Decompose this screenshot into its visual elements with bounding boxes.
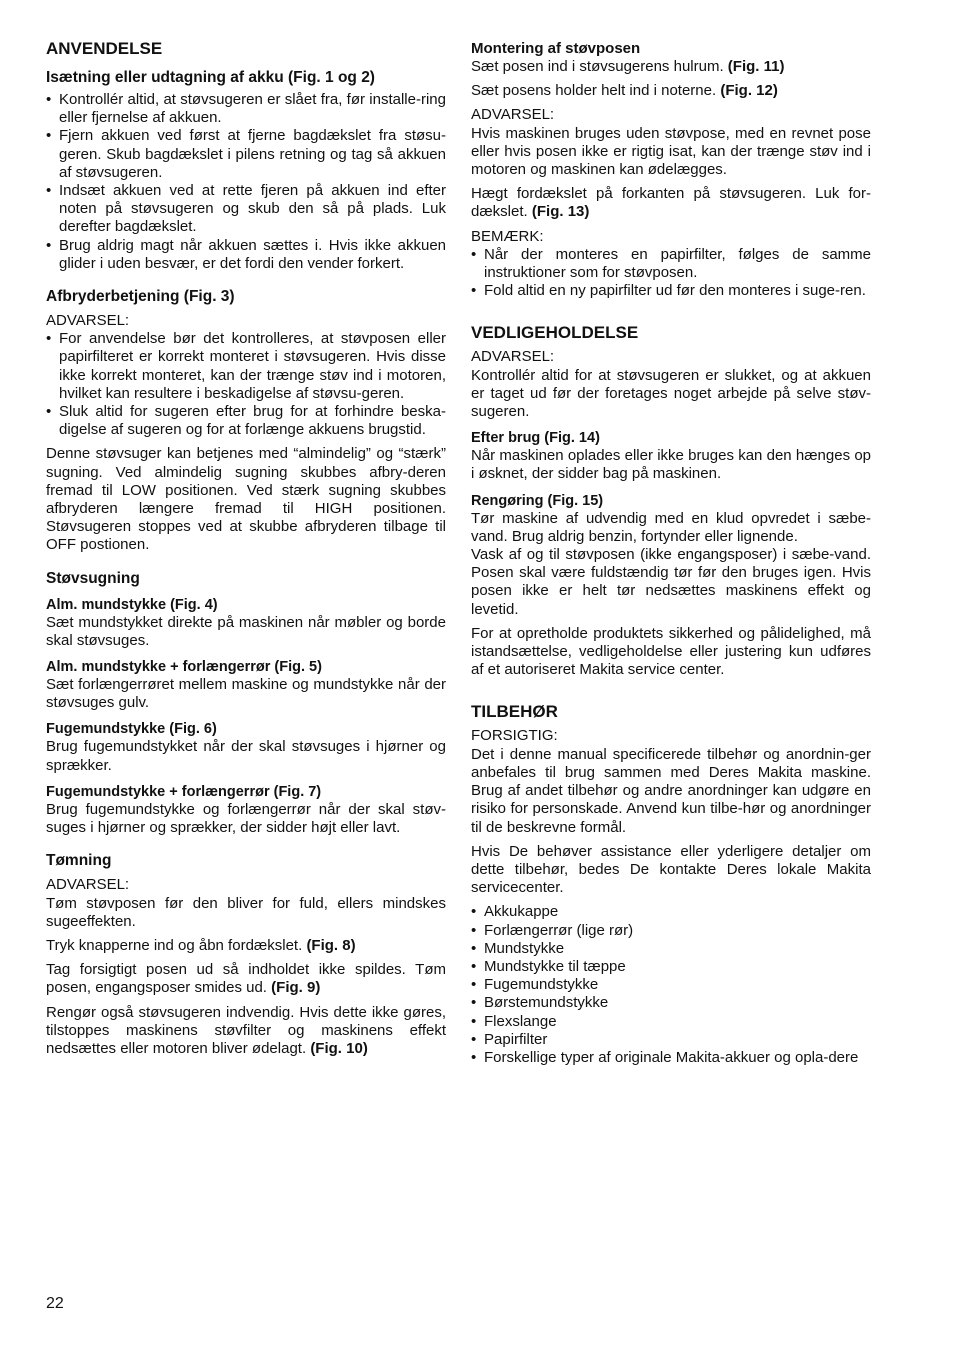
assist-text: Hvis De behøver assistance eller yderligere detaljer om dette tilbehør, bedes De kontakte Deres lokale Makita servicecenter. (471, 842, 871, 897)
efter-brug-text: Når maskinen oplades eller ikke bruges kan den hænges op i øsknet, der sidder bag på maskinen. (471, 447, 871, 483)
list-item: • Flexslange (471, 1013, 871, 1031)
note-bullets (471, 246, 871, 301)
rengoring-text-3: For at opretholde produktets sikkerhed og pålidelighed, må istandsættelse, vedligeholdelse eller justering kun udføres af et autoriseret Makita service center. (471, 624, 871, 679)
list-item: • Papirfilter (471, 1031, 871, 1049)
vedligeholdelse-warning-text: Kontrollér altid for at støvsugeren er slukket, og at akkuen er taget ud før der foretages noget arbejde på selve støv-sugeren. (471, 366, 871, 421)
akku-bullets (46, 91, 446, 273)
afbryder-paragraph: Denne støvsuger kan betjenes med “almindelig” og “stærk” sugning. Ved almindelig sugning skubbes afbry-deren fremad til LOW positionen. Ved stærk sugning skubbes afbryderen længere fremad til HIGH positionen. Støvsugeren stoppes ved at skubbe afbryderen tilbage til OFF postionen. (46, 445, 446, 554)
heading-alm-mundstykke: Alm. mundstykke (Fig. 4) (46, 596, 218, 613)
caution-label: FORSIGTIG: (471, 727, 558, 745)
heading-afbryder: Afbryderbetjening (Fig. 3) (46, 288, 235, 306)
list-item: • Fugemundstykke (471, 976, 871, 994)
heading-efter-brug: Efter brug (Fig. 14) (471, 430, 600, 447)
afbryder-bullets (46, 330, 446, 439)
right-column (471, 38, 871, 1073)
list-item: • Forskellige typer af originale Makita-akkuer og opla-dere (471, 1049, 871, 1067)
tomning-p3: Rengør også støvsugeren indvendig. Hvis dette ikke gøres, tilstoppes maskinens støvfilter og maskinens effekt nedsættes eller motoren bliver ødelagt. (Fig. 10) (46, 1003, 446, 1057)
list-item: • Akkukappe (471, 903, 871, 921)
tomning-p2: Tag forsigtigt posen ud så indholdet ikke spildes. Tøm posen, engangsposer smides ud. (Fig. 9) (46, 961, 446, 997)
montering-p1: Sæt posen ind i støvsugerens hulrum. (Fig. 11) (471, 58, 785, 75)
heading-rengoring: Rengøring (Fig. 15) (471, 492, 604, 509)
heading-akku: Isætning eller udtagning af akku (Fig. 1 og 2) (46, 69, 375, 86)
tomning-p1: Tryk knapperne ind og åbn fordækslet. (Fig. 8) (46, 936, 356, 954)
list-item: • Mundstykke til tæppe (471, 958, 871, 976)
list-item: • Indsæt akkuen ved at rette fjeren på akkuen ind efter noten på støvsugeren og skub den så på plads. Luk derefter bagdækslet. (46, 182, 446, 237)
montering-p2: Sæt posens holder helt ind i noterne. (Fig. 12) (471, 82, 778, 100)
list-item: • Kontrollér altid, at støvsugeren er slået fra, før installe-ring eller fjernelse af akkuen. (46, 91, 446, 127)
text-fuge-forlaenger: Brug fugemundstykke og forlængerrør når der skal støv-suges i hjørner og sprækker, der sidder højt eller lavt. (46, 800, 446, 837)
montering-p3: Hægt fordækslet på forkanten på støvsugeren. Luk for-dækslet. (Fig. 13) (471, 185, 871, 221)
heading-fugemundstykke: Fugemundstykke (Fig. 6) (46, 721, 217, 738)
heading-montering: Montering af støvposen (471, 40, 641, 57)
accessory-list (471, 903, 871, 1067)
warning-label: ADVARSEL: (46, 312, 130, 330)
tomning-warning-text: Tøm støvposen før den bliver for fuld, ellers mindskes sugeeffekten. (46, 894, 446, 930)
heading-alm-forlaenger: Alm. mundstykke + forlængerrør (Fig. 5) (46, 659, 322, 676)
caution-text: Det i denne manual specificerede tilbehør og anordnin-ger anbefales til brug sammen med Deres Makita maskine. Brug af andet tilbehør og andre anordninger kan udgøre en risiko for personskade. Anvend kun tilbe-hør og anordninger til de beskrevne formål. (471, 745, 871, 836)
section-title-tilbehor: TILBEHØR (471, 702, 558, 722)
list-item: • Mundstykke (471, 940, 871, 958)
text-fugemundstykke: Brug fugemundstykket når der skal støvsuges i hjørner og sprækker. (46, 738, 446, 774)
list-item: • Børstemundstykke (471, 994, 871, 1012)
list-item: • Fold altid en ny papirfilter ud før den monteres i suge-ren. (471, 282, 871, 300)
warning-label: ADVARSEL: (471, 348, 555, 366)
list-item: • For anvendelse bør det kontrolleres, at støvposen eller papirfilteret er korrekt monteret i støvsugeren. Hvis disse ikke korrekt monteret, kan der trænge støv ind i motoren, hvilket kan resultere i beskadigelse af støvsu-geren. (46, 330, 446, 403)
note-label: BEMÆRK: (471, 227, 544, 245)
text-alm-mundstykke: Sæt mundstykket direkte på maskinen når møbler og borde skal støvsuges. (46, 613, 446, 649)
rengoring-text-1: Tør maskine af udvendig med en klud opvredet i sæbe-vand. Brug aldrig benzin, fortynder eller lignende. (471, 509, 871, 545)
text-alm-forlaenger: Sæt forlængerrøret mellem maskine og mundstykke når der støvsuges gulv. (46, 676, 446, 712)
list-item: • Brug aldrig magt når akkuen sættes i. Hvis ikke akkuen glider i uden besvær, er det fordi den vender forkert. (46, 237, 446, 273)
list-item: • Når der monteres en papirfilter, følges de samme instruktioner som for støvposen. (471, 246, 871, 282)
left-column (46, 38, 446, 1064)
montering-warning-text: Hvis maskinen bruges uden støvpose, med en revnet pose eller hvis posen ikke er rigtig isat, kan der trænge støv ind i motoren og maskinen kan ødelægges. (471, 124, 871, 179)
heading-stovsugning: Støvsugning (46, 569, 140, 587)
warning-label: ADVARSEL: (471, 106, 555, 124)
heading-tomning: Tømning (46, 852, 112, 870)
list-item: • Fjern akkuen ved først at fjerne bagdækslet fra støsu-geren. Skub bagdækslet i pilens retning og tag så akkuen af støvsugeren. (46, 127, 446, 182)
page-number: 22 (46, 1295, 64, 1312)
rengoring-text-2: Vask af og til støvposen (ikke engangsposer) i sæbe-vand. Posen skal være fuldstændig tør før den bruges igen. Hvis posen ikke er helt tør nedsættes maskinens effekt og levetid. (471, 546, 871, 618)
section-title-anvendelse: ANVENDELSE (46, 39, 163, 58)
section-title-vedligeholdelse: VEDLIGEHOLDELSE (471, 323, 639, 343)
list-item: • Forlængerrør (lige rør) (471, 922, 871, 940)
list-item: • Sluk altid for sugeren efter brug for at forhindre beska-digelse af sugeren og for at forlænge akkuens brugstid. (46, 403, 446, 439)
warning-label: ADVARSEL: (46, 876, 130, 894)
heading-fuge-forlaenger: Fugemundstykke + forlængerrør (Fig. 7) (46, 783, 322, 800)
